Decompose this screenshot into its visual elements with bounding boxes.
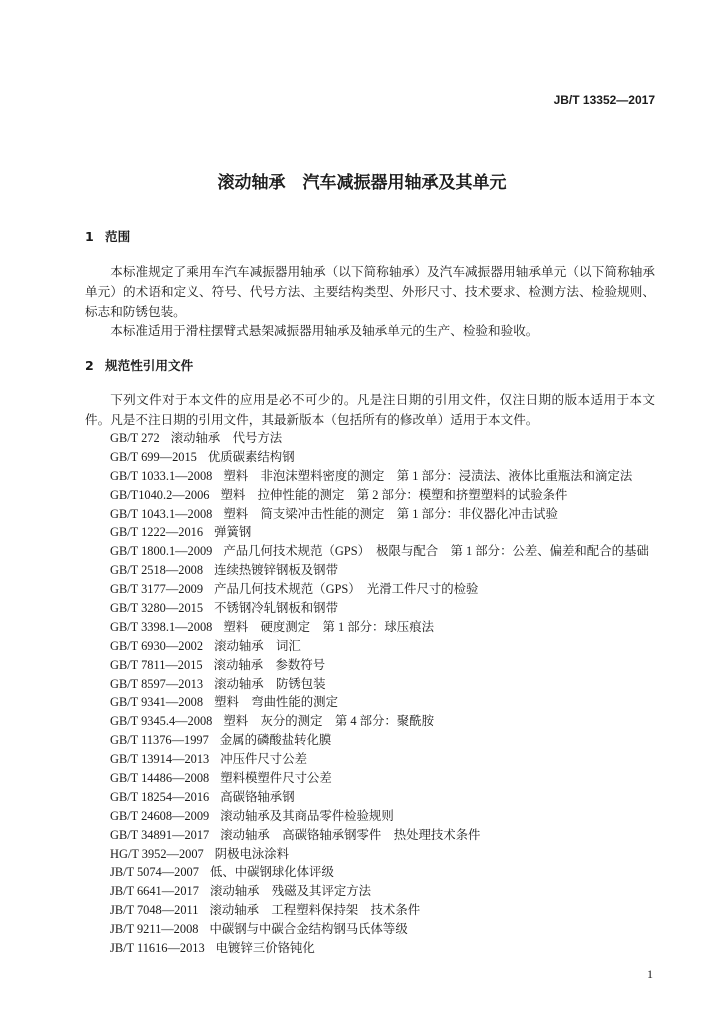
reference-code: GB/T 34891—2017	[110, 827, 210, 842]
reference-code: GB/T 1033.1—2008	[110, 468, 213, 483]
reference-title: 冲压件尺寸公差	[220, 752, 307, 767]
section-2-number: 2	[85, 358, 94, 373]
reference-item	[110, 542, 700, 561]
reference-code: GB/T 3177—2009	[110, 582, 204, 597]
reference-title: 塑料 弯曲性能的测定	[214, 695, 338, 710]
reference-title: 金属的磷酸盐转化膜	[219, 733, 332, 748]
reference-item	[110, 523, 700, 542]
reference-title: 塑料 硬度测定 第 1 部分：球压痕法	[223, 619, 434, 634]
reference-item	[110, 882, 700, 901]
reference-code: GB/T 9341—2008	[110, 695, 204, 710]
reference-item	[110, 750, 700, 769]
scope-paragraph-2: 本标准适用于滑柱摆臂式悬架减振器用轴承及轴承单元的生产、检验和验收。	[110, 324, 539, 338]
reference-item	[110, 693, 700, 712]
document-title-part1: 滚动轴承	[217, 173, 286, 193]
reference-title: 高碳铬轴承钢	[220, 789, 295, 804]
reference-code: GB/T 272	[110, 431, 160, 445]
reference-title: 弹簧钢	[214, 525, 252, 540]
reference-title: 连续热镀锌钢板及钢带	[214, 563, 338, 578]
reference-title: 塑料模塑件尺寸公差	[220, 771, 332, 786]
reference-title: 滚动轴承 词汇	[214, 638, 301, 653]
reference-title: 产品几何技术规范（GPS） 光滑工件尺寸的检验	[214, 582, 479, 597]
reference-item	[110, 429, 700, 448]
reference-title: 滚动轴承 工程塑料保持架 技术条件	[209, 903, 421, 918]
reference-code: GB/T 8597—2013	[110, 676, 204, 691]
document-title	[0, 171, 724, 195]
reference-item	[110, 580, 700, 599]
scope-paragraph-1: 本标准规定了乘用车汽车减振器用轴承（以下简称轴承）及汽车减振器用轴承单元（以下简称轴承单元）的术语和定义、符号、代号方法、主要结构类型、外形尺寸、技术要求、检测方法、检验规则、标志和防锈包装。	[85, 265, 655, 319]
section-2-heading	[85, 357, 193, 375]
reference-item	[110, 505, 700, 524]
reference-item	[110, 863, 700, 882]
standard-number-header: JB/T 13352—2017	[553, 93, 655, 107]
reference-title: 阴极电泳涂料	[214, 846, 290, 861]
reference-code: GB/T1040.2—2006	[110, 487, 210, 502]
reference-item	[110, 845, 700, 864]
reference-item	[110, 467, 700, 486]
reference-code: GB/T 14486—2008	[110, 771, 210, 786]
reference-title: 滚动轴承 参数符号	[213, 657, 326, 672]
reference-code: GB/T 9345.4—2008	[110, 714, 213, 729]
reference-code: GB/T 1800.1—2009	[110, 544, 213, 559]
page-number: 1	[647, 967, 653, 981]
reference-item	[110, 769, 700, 788]
reference-title: 低、中碳钢球化体评级	[209, 865, 334, 880]
section-1-number: 1	[85, 229, 94, 244]
reference-item	[110, 901, 700, 920]
reference-code: JB/T 5074—2007	[110, 865, 199, 880]
reference-code: GB/T 3280—2015	[110, 601, 204, 616]
reference-title: 滚动轴承 防锈包装	[214, 676, 326, 691]
reference-code: GB/T 24608—2009	[110, 808, 210, 823]
reference-title: 电镀锌三价铬钝化	[215, 941, 315, 956]
reference-code: GB/T 6930—2002	[110, 638, 204, 653]
reference-code: GB/T 18254—2016	[110, 789, 210, 804]
reference-title: 塑料 拉伸性能的测定 第 2 部分：模塑和挤塑塑料的试验条件	[220, 487, 568, 502]
reference-code: JB/T 9211—2008	[110, 922, 199, 937]
reference-item	[110, 486, 700, 505]
reference-item	[110, 561, 700, 580]
reference-title: 优质碳素结构钢	[207, 449, 295, 464]
reference-code: GB/T 1043.1—2008	[110, 506, 213, 521]
reference-code: GB/T 3398.1—2008	[110, 619, 213, 634]
reference-code: GB/T 2518—2008	[110, 563, 204, 578]
references-intro-paragraph: 下列文件对于本文件的应用是必不可少的。凡是注日期的引用文件，仅注日期的版本适用于本文件。凡是不注日期的引用文件，其最新版本（包括所有的修改单）适用于本文件。	[85, 393, 655, 427]
reference-item	[110, 807, 700, 826]
section-2-title: 规范性引用文件	[105, 358, 194, 373]
reference-item	[110, 826, 700, 845]
reference-code: JB/T 11616—2013	[110, 941, 205, 956]
reference-title: 滚动轴承 残磁及其评定方法	[209, 884, 372, 899]
reference-item	[110, 637, 700, 656]
reference-item	[110, 656, 700, 675]
reference-item	[110, 618, 700, 637]
section-1-heading	[85, 228, 130, 246]
reference-item	[110, 920, 700, 939]
reference-item	[110, 788, 700, 807]
reference-title: 滚动轴承 高碳铬轴承钢零件 热处理技术条件	[220, 827, 481, 842]
reference-item	[110, 448, 700, 467]
section-1-title: 范围	[105, 229, 131, 244]
reference-title: 塑料 非泡沫塑料密度的测定 第 1 部分：浸渍法、液体比重瓶法和滴定法	[223, 468, 633, 483]
reference-code: GB/T 7811—2015	[110, 657, 203, 672]
reference-item	[110, 675, 700, 694]
document-title-part2: 汽车减振器用轴承及其单元	[302, 173, 507, 193]
reference-code: GB/T 11376—1997	[110, 733, 209, 748]
reference-item	[110, 599, 700, 618]
reference-title: 中碳钢与中碳合金结构钢马氏体等级	[209, 922, 408, 937]
reference-code: JB/T 7048—2011	[110, 903, 199, 918]
normative-references-list	[110, 429, 700, 958]
reference-item	[110, 712, 700, 731]
reference-title: 不锈钢冷轧钢板和钢带	[214, 601, 338, 616]
reference-code: JB/T 6641—2017	[110, 884, 199, 899]
reference-title: 滚动轴承及其商品零件检验规则	[220, 808, 394, 823]
reference-code: GB/T 13914—2013	[110, 752, 210, 767]
reference-code: GB/T 699—2015	[110, 449, 197, 464]
reference-title: 滚动轴承 代号方法	[170, 431, 283, 445]
reference-title: 塑料 灰分的测定 第 4 部分：聚酰胺	[223, 714, 434, 729]
reference-item	[110, 731, 700, 750]
reference-title: 塑料 简支梁冲击性能的测定 第 1 部分：非仪器化冲击试验	[223, 506, 558, 521]
reference-title: 产品几何技术规范（GPS） 极限与配合 第 1 部分：公差、偏差和配合的基础	[223, 544, 649, 559]
reference-code: HG/T 3952—2007	[110, 846, 204, 861]
reference-item	[110, 939, 700, 958]
reference-code: GB/T 1222—2016	[110, 525, 204, 540]
